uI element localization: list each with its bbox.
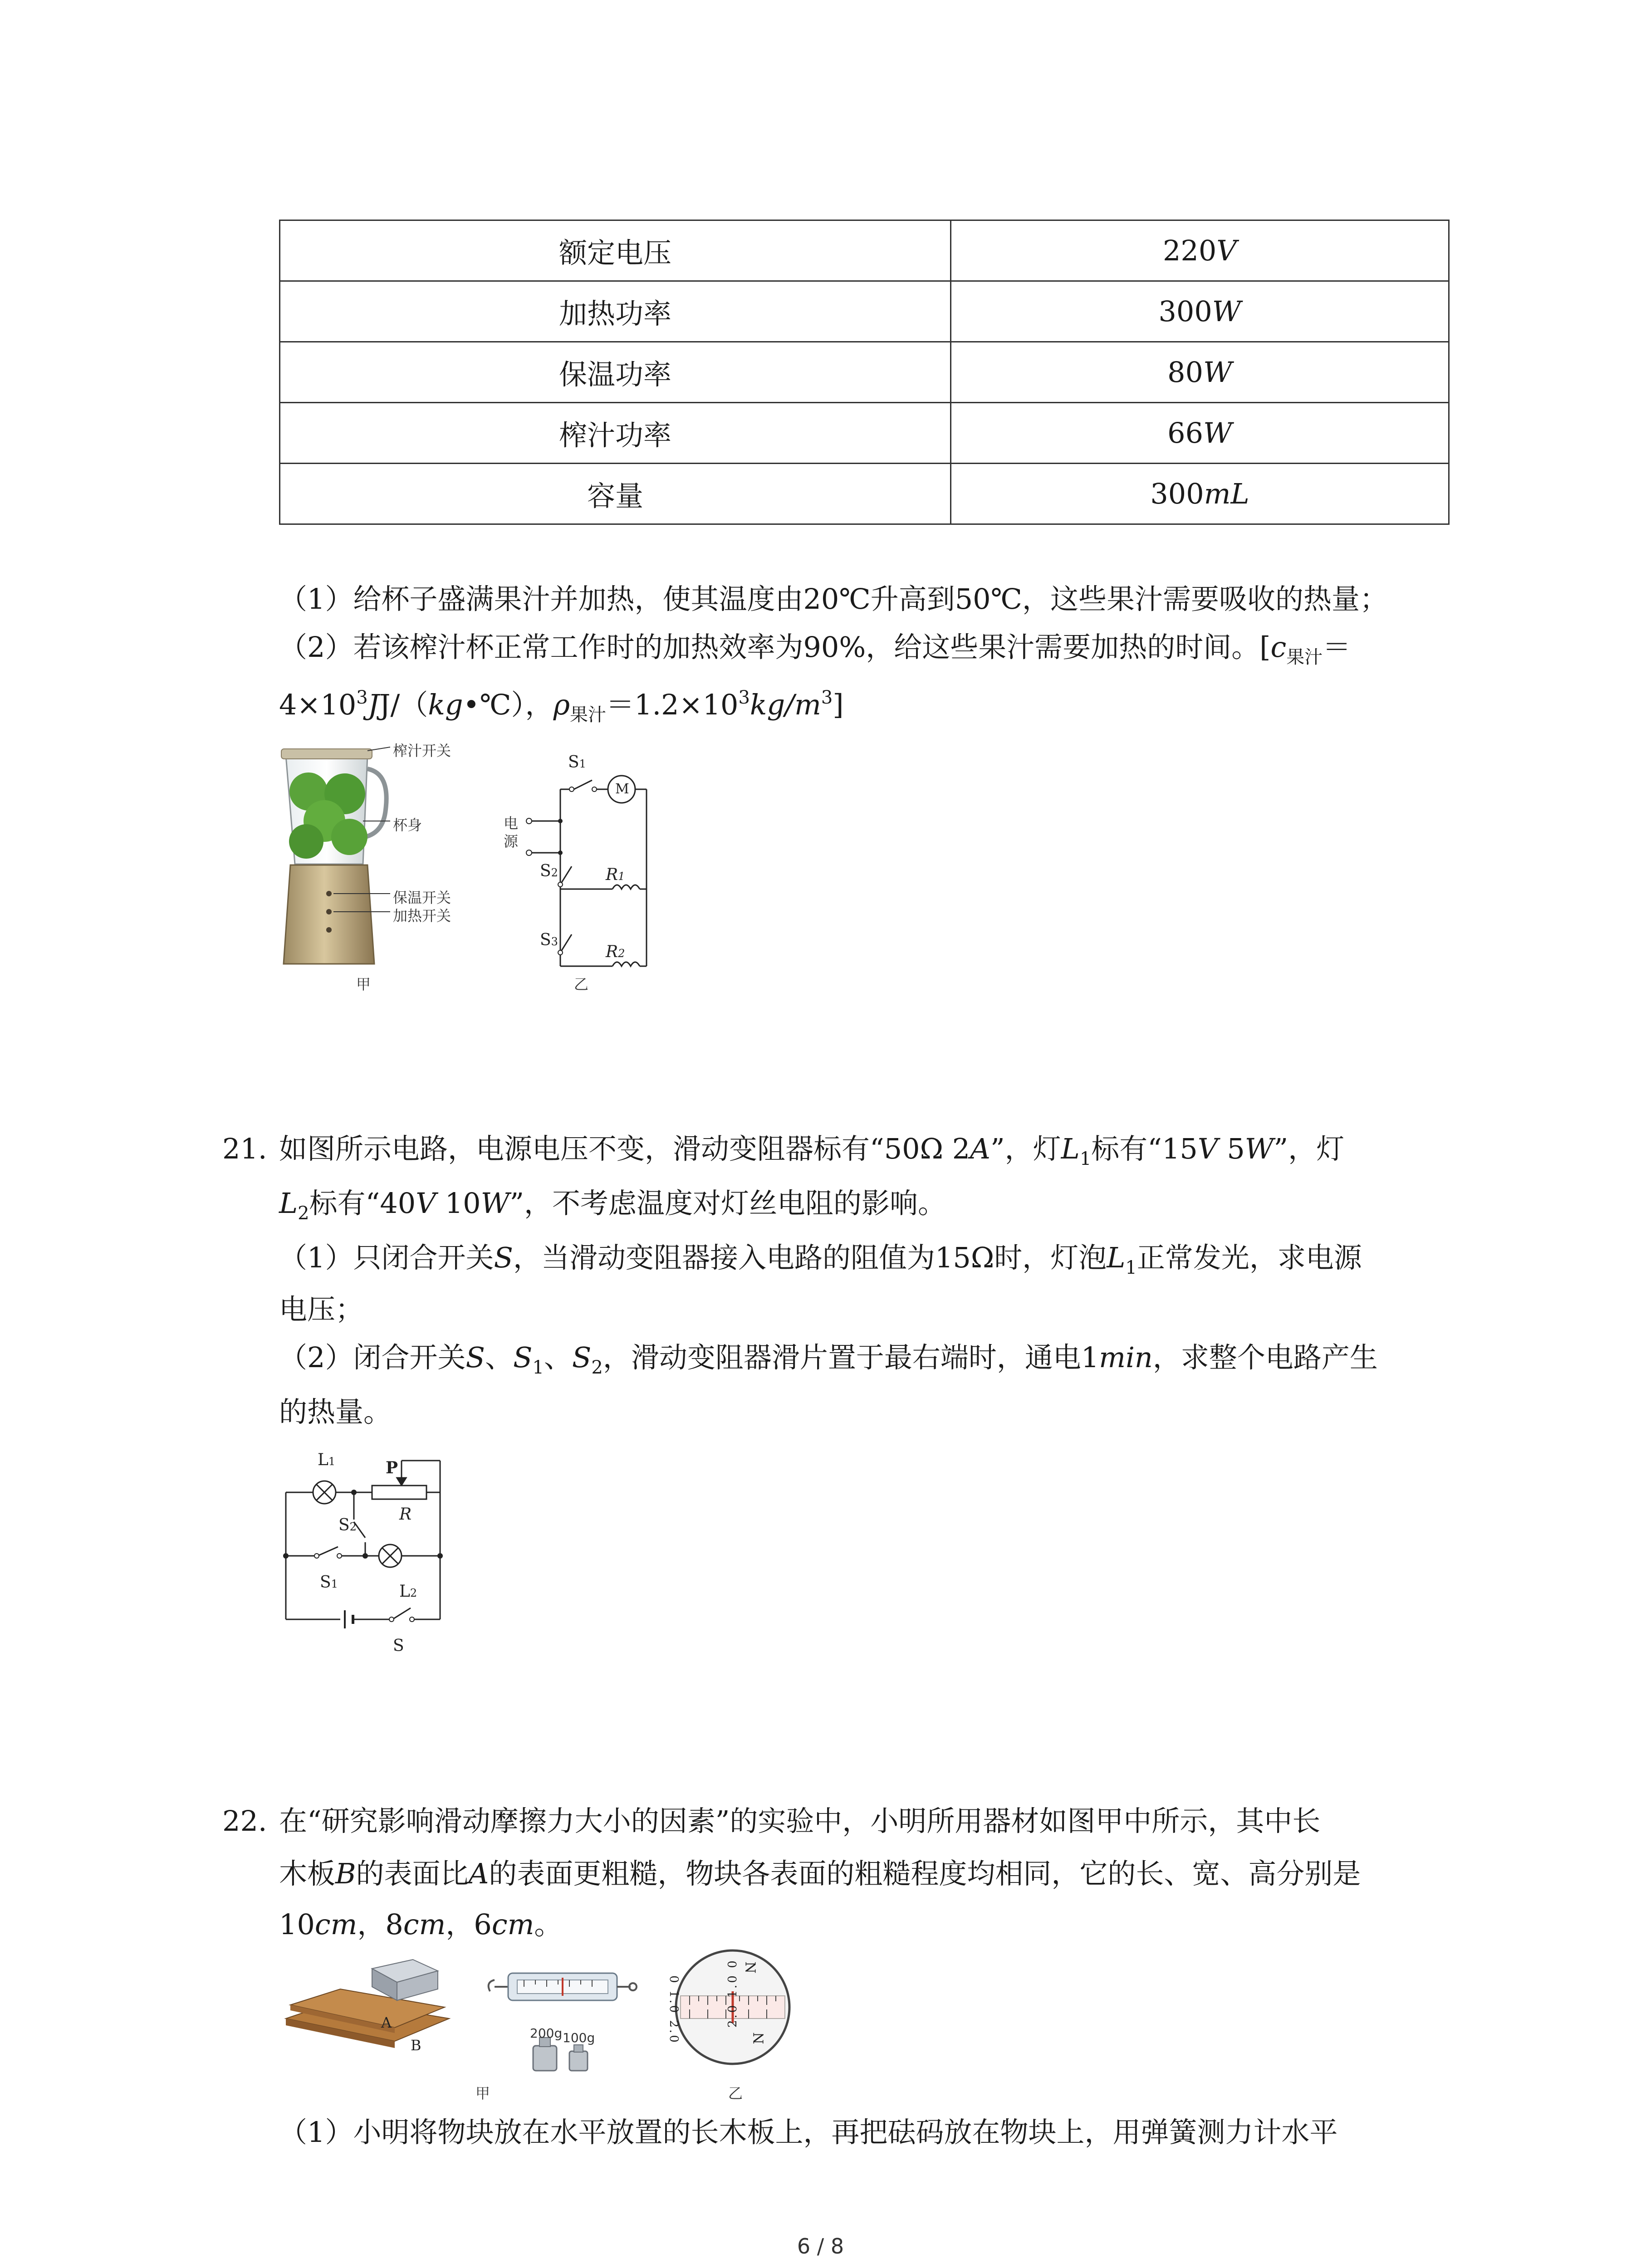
q22-line2: 木板B的表面比A的表面更粗糙，物块各表面的粗糙程度均相同，它的长、宽、高分别是: [279, 1857, 1361, 1890]
q21-label-L1: L1: [318, 1451, 336, 1469]
dial-scale-top: 0 1.0 2.0: [667, 1975, 681, 2044]
dial-scale-bottom: 2.0 1.0 0: [726, 1959, 740, 2028]
q21-line2: $L_2$标有“40V 10W”，不考虑温度对灯丝电阻的影响。: [279, 1187, 946, 1224]
q21-part2: （2）闭合开关S、$S_1$、$S_2$，滑动变阻器滑片置于最右端时，通电1min，求整个电路产生: [279, 1341, 1378, 1378]
table-cell-label: 容量: [280, 464, 951, 524]
weight-label-100g: 100g: [563, 2030, 595, 2045]
table-cell-value: 300W: [951, 281, 1449, 342]
q22-part1: （1）小明将物块放在水平放置的长木板上，再把砝码放在物块上，用弹簧测力计水平: [279, 2116, 1338, 2149]
circuit-label-s2: S2: [540, 862, 558, 880]
q20-constants: $4\times 10^3JJ/(kg•℃)$，$\rho_{果汁}=1.2\times 10^3kg/m^3$]: [279, 687, 844, 725]
weight-label-200g: 200g: [530, 2026, 563, 2041]
board-label-A: A: [381, 2014, 392, 2031]
q22-number: 22.: [222, 1804, 267, 1838]
spring-balance-figure: [483, 1955, 637, 2077]
figure-caption-jia-2: 甲: [475, 2085, 490, 2102]
table-cell-value: 300mL: [951, 464, 1449, 524]
table-cell-value: 80W: [951, 342, 1449, 403]
table-cell-label: 保温功率: [280, 342, 951, 403]
table-cell-label: 加热功率: [280, 281, 951, 342]
circuit-label-r2: R2: [606, 943, 625, 961]
figure-caption-jia: 甲: [356, 976, 371, 993]
q21-part1: （1）只闭合开关S，当滑动变阻器接入电路的阻值为15Ω时，灯泡$L_1$正常发光，求电源: [279, 1241, 1362, 1278]
dial-label-N-top: N: [742, 1961, 758, 1974]
table-cell-label: 额定电压: [280, 220, 951, 281]
juicer-label-heat: 加热开关: [393, 907, 451, 924]
table-cell-value: 220V: [951, 220, 1449, 281]
q21-circuit-diagram: [281, 1447, 472, 1637]
circuit-source-label-2: 源: [504, 833, 519, 850]
table-cell-value: 66W: [951, 403, 1449, 464]
q20-part1: （1）给杯子盛满果汁并加热，使其温度由20℃升高到50℃，这些果汁需要吸收的热量；: [279, 582, 1388, 616]
q21-number: 21.: [222, 1132, 267, 1165]
figure-caption-yi-2: 乙: [728, 2085, 743, 2102]
q22-line3: 10cm，8cm，6cm。: [279, 1908, 563, 1941]
q21-part2-cont: 的热量。: [279, 1395, 392, 1428]
juicer-label-switch: 榨汁开关: [393, 742, 451, 759]
q21-label-S: S: [393, 1637, 404, 1655]
juicer-label-keep-warm: 保温开关: [393, 889, 451, 906]
table-cell-label: 榨汁功率: [280, 403, 951, 464]
juicer-label-body: 杯身: [393, 816, 422, 834]
board-label-B: B: [411, 2037, 421, 2054]
q21-label-R: R: [399, 1505, 412, 1524]
juicer-circuit-diagram: [499, 748, 690, 984]
q21-line1: 如图所示电路，电源电压不变，滑动变阻器标有“50Ω 2A”，灯$L_1$标有“15V 5W”，灯: [279, 1132, 1345, 1169]
q21-part1-cont: 电压；: [279, 1293, 364, 1326]
figure-caption-yi: 乙: [574, 976, 589, 993]
table-row: [280, 220, 1449, 281]
circuit-label-s3: S3: [540, 931, 558, 949]
table-row: [280, 281, 1449, 342]
circuit-label-r1: R1: [606, 865, 625, 884]
table-row: [280, 342, 1449, 403]
spec-table: [279, 220, 1450, 525]
q21-label-S1: S1: [320, 1573, 338, 1592]
table-row: [280, 403, 1449, 464]
q21-label-S2: S2: [338, 1516, 357, 1535]
juicer-figure: [277, 737, 495, 991]
q22-line1: 在“研究影响滑动摩擦力大小的因素”的实验中，小明所用器材如图甲中所示，其中长: [279, 1804, 1321, 1838]
q21-label-L2: L2: [399, 1582, 417, 1601]
table-row: [280, 464, 1449, 524]
boards-figure: [281, 1950, 454, 2055]
circuit-label-s1: S1: [568, 753, 586, 772]
circuit-source-label-1: 电: [504, 815, 519, 832]
circuit-motor-label: M: [615, 781, 629, 797]
q20-part2: （2）若该榨汁杯正常工作时的加热效率为90%，给这些果汁需要加热的时间。[$c_{果汁}=$: [279, 631, 1351, 668]
page-number: 6 / 8: [797, 2234, 844, 2258]
q21-label-P: P: [386, 1458, 398, 1477]
dial-label-N-bottom: N: [751, 2032, 767, 2044]
